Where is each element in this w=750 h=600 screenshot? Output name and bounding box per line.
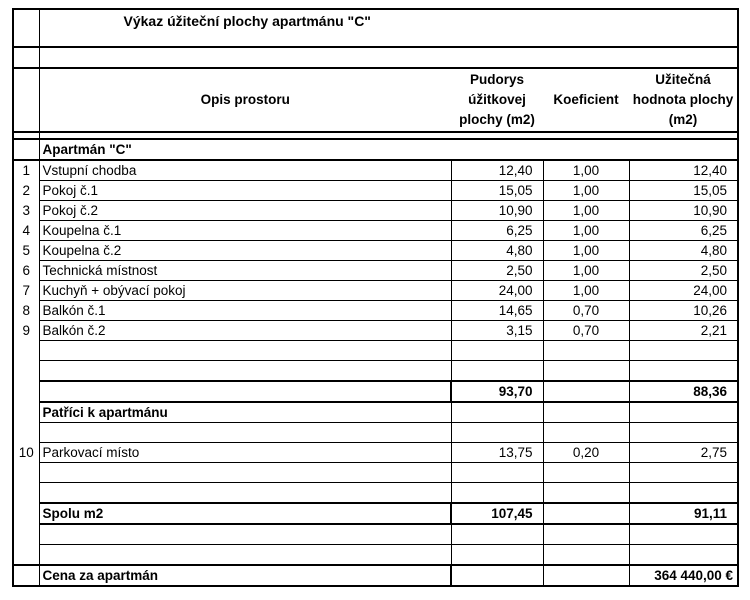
separator-row — [13, 132, 738, 139]
empty-cell — [451, 341, 543, 361]
room-name: Pokoj č.2 — [39, 201, 451, 221]
room-name: Vstupní chodba — [39, 160, 451, 181]
blank-cell — [39, 47, 738, 68]
row-number: 7 — [13, 281, 39, 301]
floor-area: 2,50 — [451, 261, 543, 281]
room-name: Koupelna č.2 — [39, 241, 451, 261]
table-row — [13, 221, 738, 241]
empty-cell — [629, 341, 738, 361]
useful-value: 15,05 — [629, 181, 738, 201]
empty-cell — [543, 423, 629, 443]
coefficient: 0,20 — [543, 443, 629, 463]
row-number: 4 — [13, 221, 39, 241]
empty-row — [13, 341, 738, 361]
empty-row — [13, 483, 738, 504]
header-row — [13, 68, 738, 132]
index-cell — [13, 132, 39, 139]
separator-cell — [39, 132, 738, 139]
empty-cell — [543, 483, 629, 504]
total-floor-area: 107,45 — [451, 503, 543, 524]
empty-cell — [629, 483, 738, 504]
index-cell — [13, 423, 39, 443]
floor-area: 4,80 — [451, 241, 543, 261]
empty-cell — [451, 463, 543, 483]
empty-cell — [629, 463, 738, 483]
total-useful-value: 91,11 — [629, 503, 738, 524]
empty-cell — [543, 361, 629, 382]
coefficient: 1,00 — [543, 281, 629, 301]
room-name: Parkovací místo — [39, 443, 451, 463]
table-row — [13, 160, 738, 181]
floor-area: 24,00 — [451, 281, 543, 301]
area-statement-table — [12, 8, 739, 587]
table-row — [13, 443, 738, 463]
empty-row — [13, 545, 738, 566]
row-number: 10 — [13, 443, 39, 463]
empty-cell — [629, 402, 738, 423]
row-number: 8 — [13, 301, 39, 321]
coefficient: 1,00 — [543, 241, 629, 261]
empty-cell — [451, 423, 543, 443]
coefficient: 1,00 — [543, 261, 629, 281]
row-number: 6 — [13, 261, 39, 281]
table-row — [13, 281, 738, 301]
empty-row — [13, 423, 738, 443]
room-name: Pokoj č.1 — [39, 181, 451, 201]
index-cell — [13, 139, 39, 160]
coefficient: 1,00 — [543, 201, 629, 221]
price-value: 364 440,00 € — [629, 565, 738, 586]
floor-area: 3,15 — [451, 321, 543, 341]
table-row — [13, 201, 738, 221]
index-cell — [13, 565, 39, 586]
empty-cell — [39, 545, 451, 566]
empty-cell — [543, 402, 629, 423]
index-cell — [13, 361, 39, 382]
table-row — [13, 181, 738, 201]
useful-value: 2,75 — [629, 443, 738, 463]
price-row — [13, 565, 738, 586]
empty-cell — [543, 565, 629, 586]
index-cell — [13, 381, 39, 402]
useful-value: 10,90 — [629, 201, 738, 221]
index-cell — [13, 47, 39, 68]
room-name: Kuchyň + obývací pokoj — [39, 281, 451, 301]
empty-row — [13, 463, 738, 483]
row-number: 5 — [13, 241, 39, 261]
index-cell — [13, 9, 39, 47]
useful-value: 6,25 — [629, 221, 738, 241]
useful-value: 12,40 — [629, 160, 738, 181]
empty-row — [13, 361, 738, 382]
total-row — [13, 503, 738, 524]
room-name: Balkón č.1 — [39, 301, 451, 321]
useful-value: 2,21 — [629, 321, 738, 341]
table-row — [13, 241, 738, 261]
area-statement-sheet — [12, 8, 737, 590]
header-useful-value: Užitečná hodnota plochy (m2) — [629, 68, 738, 132]
coefficient: 1,00 — [543, 181, 629, 201]
index-cell — [13, 545, 39, 566]
header-description: Opis prostoru — [39, 68, 451, 132]
room-name: Koupelna č.1 — [39, 221, 451, 241]
empty-cell — [39, 524, 451, 545]
useful-value: 10,26 — [629, 301, 738, 321]
coefficient: 0,70 — [543, 321, 629, 341]
empty-cell — [451, 545, 543, 566]
useful-value: 24,00 — [629, 281, 738, 301]
section-belongs-label: Patříci k apartmánu — [39, 402, 451, 423]
empty-cell — [451, 565, 543, 586]
subtotal-row — [13, 381, 738, 402]
header-floor-area: Pudorys úžitkovej plochy (m2) — [451, 68, 543, 132]
index-cell — [13, 68, 39, 132]
index-cell — [13, 341, 39, 361]
empty-row — [13, 524, 738, 545]
title-row — [13, 9, 738, 47]
coefficient: 1,00 — [543, 160, 629, 181]
page-title: Výkaz úžiteční plochy apartmánu "C" — [39, 9, 738, 47]
useful-value: 4,80 — [629, 241, 738, 261]
row-number: 3 — [13, 201, 39, 221]
empty-cell — [39, 463, 451, 483]
room-name: Technická místnost — [39, 261, 451, 281]
coefficient: 0,70 — [543, 301, 629, 321]
subtotal-useful-value: 88,36 — [629, 381, 738, 402]
floor-area: 10,90 — [451, 201, 543, 221]
empty-cell — [629, 524, 738, 545]
coefficient: 1,00 — [543, 221, 629, 241]
section-belongs-row — [13, 402, 738, 423]
useful-value: 2,50 — [629, 261, 738, 281]
floor-area: 13,75 — [451, 443, 543, 463]
empty-cell — [39, 423, 451, 443]
index-cell — [13, 402, 39, 423]
row-number: 2 — [13, 181, 39, 201]
empty-cell — [543, 503, 629, 524]
table-row — [13, 321, 738, 341]
empty-cell — [39, 483, 451, 504]
empty-cell — [451, 402, 543, 423]
empty-cell — [543, 463, 629, 483]
floor-area: 15,05 — [451, 181, 543, 201]
subtotal-label — [39, 381, 451, 402]
floor-area: 12,40 — [451, 160, 543, 181]
price-label: Cena za apartmán — [39, 565, 451, 586]
empty-cell — [451, 361, 543, 382]
empty-cell — [629, 361, 738, 382]
row-number: 1 — [13, 160, 39, 181]
index-cell — [13, 503, 39, 524]
index-cell — [13, 524, 39, 545]
blank-row — [13, 47, 738, 68]
section-apartment-row — [13, 139, 738, 160]
floor-area: 6,25 — [451, 221, 543, 241]
floor-area: 14,65 — [451, 301, 543, 321]
empty-cell — [629, 545, 738, 566]
section-apartment-label: Apartmán "C" — [39, 139, 738, 160]
empty-cell — [39, 341, 451, 361]
empty-cell — [543, 341, 629, 361]
empty-cell — [629, 423, 738, 443]
index-cell — [13, 463, 39, 483]
empty-cell — [451, 524, 543, 545]
table-row — [13, 301, 738, 321]
empty-cell — [543, 381, 629, 402]
index-cell — [13, 483, 39, 504]
empty-cell — [451, 483, 543, 504]
subtotal-floor-area: 93,70 — [451, 381, 543, 402]
header-coefficient: Koeficient — [543, 68, 629, 132]
table-row — [13, 261, 738, 281]
empty-cell — [543, 545, 629, 566]
empty-cell — [543, 524, 629, 545]
empty-cell — [39, 361, 451, 382]
total-label: Spolu m2 — [39, 503, 451, 524]
room-name: Balkón č.2 — [39, 321, 451, 341]
row-number: 9 — [13, 321, 39, 341]
